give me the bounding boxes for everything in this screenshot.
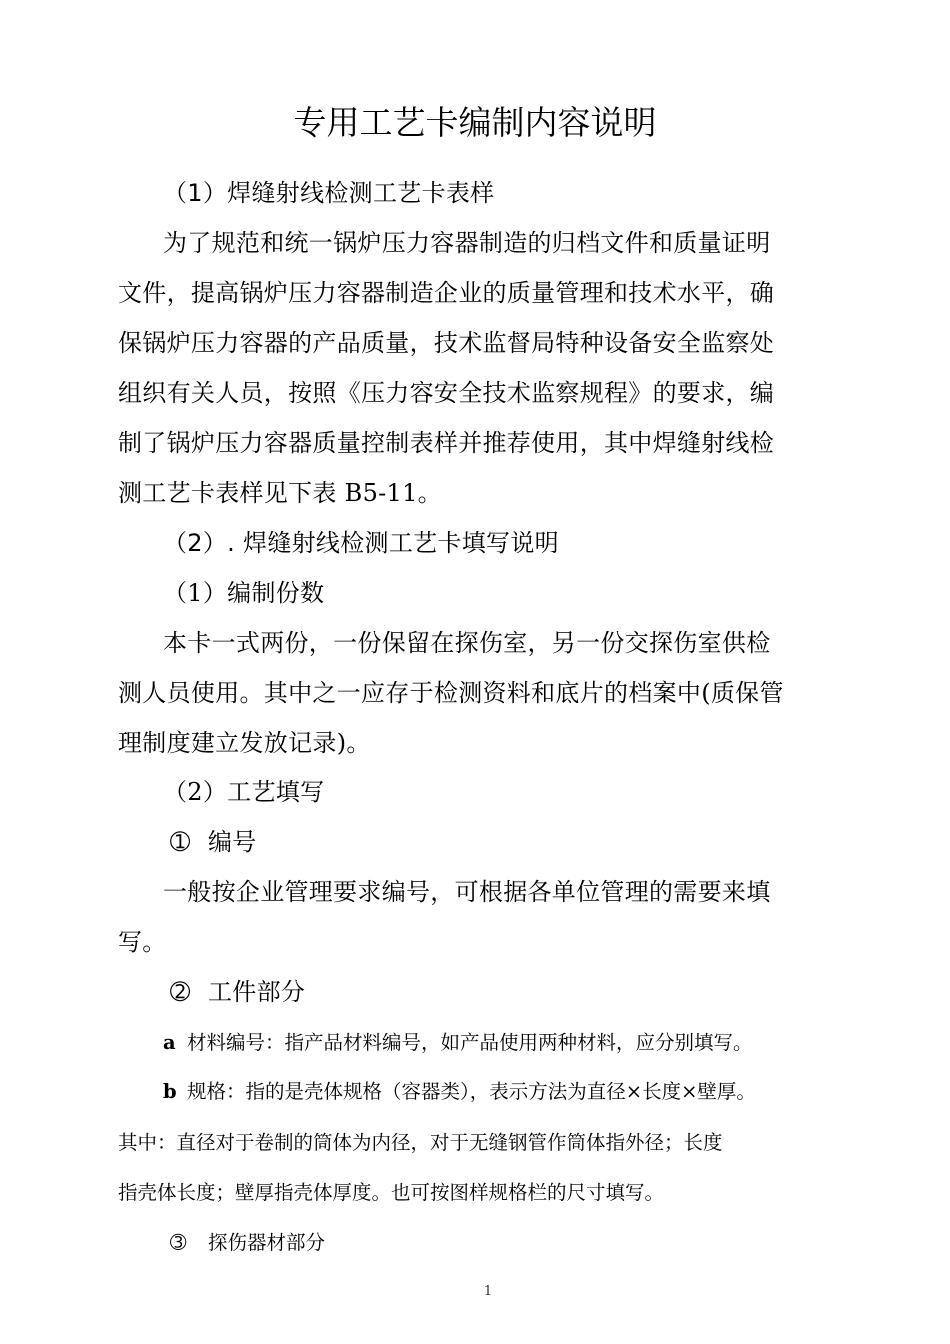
item-2-heading [170,980,305,1004]
item-a-text: 材料编号：指产品材料编号，如产品使用两种材料，应分别填写。 [187,1031,753,1054]
item-b [163,1082,756,1102]
paragraph-2-line-3: 理制度建立发放记录)。 [118,729,371,757]
section-2-heading: （2）. 焊缝射线检测工艺卡填写说明 [163,529,559,557]
item-1-label: 编号 [208,828,257,856]
item-2-marker: ➁ [170,978,191,1006]
paragraph-3-line-1: 一般按企业管理要求编号，可根据各单位管理的需要来填 [163,878,771,906]
paragraph-4-line-1: 其中：直径对于卷制的筒体为内径，对于无缝钢管作筒体指外径；长度 [118,1131,723,1154]
document-title: 专用工艺卡编制内容说明 [293,103,657,142]
item-2-label: 工件部分 [208,978,306,1006]
item-3-label: 探伤器材部分 [208,1231,326,1254]
paragraph-1-line-2: 文件，提高锅炉压力容器制造企业的质量管理和技术水平，确 [118,279,775,307]
section-1-heading: （1）焊缝射线检测工艺卡表样 [163,179,495,207]
paragraph-1-line-1: 为了规范和统一锅炉压力容器制造的归档文件和质量证明 [163,229,771,257]
paragraph-3-line-2: 写。 [118,928,167,956]
paragraph-1-line-6: 测工艺卡表样见下表 B5-11。 [118,479,442,507]
item-1-heading [170,830,257,854]
paragraph-1-line-3: 保锅炉压力容器的产品质量，技术监督局特种设备安全监察处 [118,329,775,357]
paragraph-4-line-2: 指壳体长度；壁厚指壳体厚度。也可按图样规格栏的尺寸填写。 [118,1181,665,1204]
item-b-marker: b [163,1080,177,1103]
paragraph-2-line-2: 测人员使用。其中之一应存于检测资料和底片的档案中(质保管 [118,679,784,707]
item-3-heading [170,1233,325,1253]
item-a [163,1033,753,1053]
paragraph-1-line-4: 组织有关人员，按照《压力容安全技术监察规程》的要求，编 [118,379,775,407]
paragraph-1-line-5: 制了锅炉压力容器质量控制表样并推荐使用，其中焊缝射线检 [118,429,775,457]
item-a-marker: a [163,1031,176,1054]
item-1-marker: ➀ [170,828,191,856]
subsection-1-heading: （1）编制份数 [163,579,325,607]
paragraph-2-line-1: 本卡一式两份，一份保留在探伤室，另一份交探伤室供检 [163,629,771,657]
item-b-text: 规格：指的是壳体规格（容器类），表示方法为直径×长度×壁厚。 [187,1080,756,1103]
subsection-2-heading: （2）工艺填写 [163,778,325,806]
item-3-marker: ➂ [170,1231,187,1254]
page-number: 1 [483,1284,493,1299]
